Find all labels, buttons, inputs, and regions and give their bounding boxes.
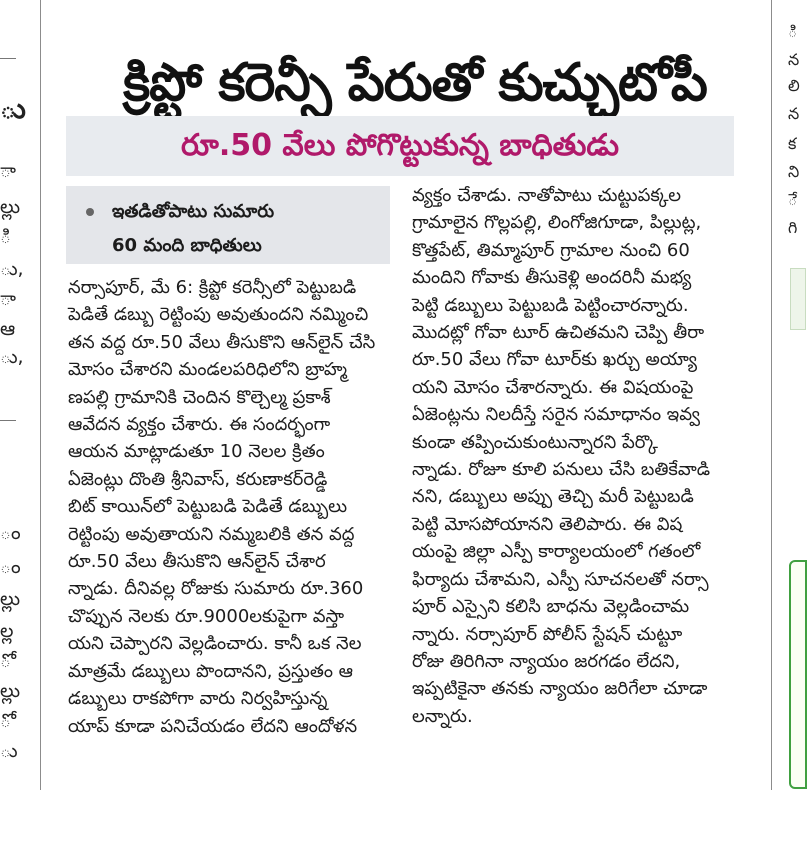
article-line: పెడితే డబ్బు రెట్టింపు అవుతుందని నమ్మించి — [68, 304, 369, 326]
article-line: పెట్టి డబ్బులు పెట్టుబడి పెట్టించారన్నారు. — [412, 294, 689, 316]
fragment-text: ం — [0, 556, 21, 578]
article-line: ఏజెంట్లు దొంతి శ్రీనివాస్, కరుణాకర్‌రెడ్డి — [68, 468, 328, 490]
fragment-text: గి — [788, 218, 798, 237]
fragment-text: ు — [0, 92, 26, 125]
column-rule-left — [40, 0, 41, 790]
article-line: ణపల్లి గ్రామానికి చెందిన కొల్చెల్మ ప్రకాశ్ — [68, 386, 331, 408]
column-rule-right — [771, 0, 772, 790]
advertisement-fragment — [790, 268, 806, 330]
article-line: కొత్తపేట్, తిమ్మాపూర్ గ్రామాల నుంచి 60 — [412, 239, 690, 261]
article-line: యాప్ కూడా పనిచేయడం లేదని ఆందోళన — [68, 715, 358, 737]
right-neighbor-column — [786, 0, 800, 790]
article-line: రూ.50 వేలు తీసుకొని ఆన్‌లైన్ చేశార — [68, 551, 326, 573]
fragment-text: ల్లు — [0, 588, 21, 610]
column-divider — [0, 420, 16, 421]
article-line: పెట్టి మోసపోయానని తెలిపారు. ఈ విష — [412, 513, 683, 535]
fragment-text: ు, — [0, 258, 24, 280]
article-line: పూర్ ఎస్సైని కలిసి బాధను వెల్లడించామ — [412, 596, 690, 618]
fragment-text: ల్ల — [0, 620, 14, 642]
fragment-text: ో — [0, 650, 11, 672]
fragment-text: న — [788, 50, 800, 69]
fragment-text: ా — [0, 288, 16, 310]
fragment-text: క — [788, 134, 797, 153]
article-line: యంపై జిల్లా ఎస్పీ కార్యాలయంలో గతంలో — [412, 541, 701, 563]
fragment-text: లి — [788, 76, 800, 95]
article-line: ఏజెంట్లను నిలదీస్తే సరైన సమాధానం ఇవ్వ — [412, 404, 701, 426]
fragment-text: ం — [0, 522, 21, 544]
article-line: రోజు తిరిగినా న్యాయం జరగడం లేదని, — [412, 650, 681, 672]
fragment-text: ే — [788, 190, 798, 209]
article-column-right — [412, 182, 742, 730]
article-line: ఇప్పటికైనా తనకు న్యాయం జరిగేలా చూడా — [412, 678, 708, 700]
article-line: రూ.50 వేలు గోవా టూర్‌కు ఖర్చు అయ్యా — [412, 349, 698, 371]
article-line: కుండా తప్పించుకుంటున్నారని పేర్కొ — [412, 431, 658, 453]
highlight-box — [66, 186, 390, 264]
article-line: నర్సాపూర్, మే 6: క్రిప్టో కరెన్సీలో పెట్టుబడి — [68, 277, 357, 298]
article-line: న్నాడు. రోజూ కూలి పనులు చేసి బతికేవాడి — [412, 459, 711, 481]
article-line: చొప్పున నెలకు రూ.9000లకుపైగా వస్తా — [68, 605, 345, 627]
bullet-icon — [86, 208, 94, 216]
fragment-text: ి — [0, 226, 11, 248]
subheadline: రూ.50 వేలు పోగొట్టుకున్న బాధితుడు — [181, 128, 619, 163]
fragment-text: ఆ — [0, 318, 16, 340]
article-column-left — [68, 274, 388, 740]
article-line: వ్యక్తం చేశాడు. నాతోపాటు చుట్టుపక్కల — [412, 185, 682, 206]
article-line: ఆయన మాట్లాడుతూ 10 నెలల క్రితం — [68, 441, 325, 463]
column-divider — [0, 58, 16, 59]
fragment-text: ల్లు — [0, 680, 21, 702]
article-line: నని, డబ్బులు అప్పు తెచ్చి మరీ పెట్టుబడి — [412, 486, 694, 508]
subheadline-box — [66, 116, 734, 176]
fragment-text: ో — [0, 710, 11, 732]
article-line: యని మోసం చేశారన్నారు. ఈ విషయంపై — [412, 376, 694, 398]
article-line: లన్నారు. — [412, 705, 473, 727]
fragment-text: ు, — [0, 346, 24, 368]
article-line: న్నాడు. దీనివల్ల రోజుకు సుమారు రూ.360 — [68, 578, 364, 600]
left-neighbor-column — [0, 0, 26, 790]
fragment-text: ి — [788, 22, 798, 41]
article-line: డబ్బులు రాకపోగా వారు నిర్వహిస్తున్న — [68, 688, 328, 710]
fragment-text: ని — [788, 162, 800, 181]
article-line: మాత్రమే డబ్బులు పొందానని, ప్రస్తుతం ఆ — [68, 660, 354, 682]
article-line: మొదట్లో గోవా టూర్ ఉచితమని చెప్పి తీరా — [412, 322, 705, 344]
article-line: న్నారు. నర్సాపూర్ పోలీస్ స్టేషన్ చుట్టూ — [412, 623, 683, 645]
article-line: ఆవేదన వ్యక్తం చేశారు. ఈ సందర్భంగా — [68, 414, 331, 436]
article-line: గ్రామాలైన గొల్లపల్లి, లింగోజిగూడా, పిల్లుట్ల, — [412, 212, 702, 234]
article-line: మందిని గోవాకు తీసుకెళ్లి అందరినీ మభ్య — [412, 267, 692, 289]
article-line: తన వద్ద రూ.50 వేలు తీసుకొని ఆన్‌లైన్ చేసి — [68, 331, 376, 353]
fragment-text: న — [788, 104, 800, 123]
fragment-text: ా — [0, 160, 16, 182]
fragment-text: ు — [0, 740, 18, 762]
fragment-text: ల్లు — [0, 196, 21, 218]
highlight-line-1: ఇతడితోపాటు సుమారు — [112, 201, 275, 222]
headline: క్రిప్టో కరెన్సీ పేరుతో కుచ్చుటోపీ — [123, 52, 707, 113]
highlight-line-2: 60 మంది బాధితులు — [112, 235, 262, 256]
advertisement-fragment — [789, 560, 807, 789]
article-line: మోసం చేశారని మండలపరిధిలోని బ్రాహ్మ — [68, 359, 348, 381]
article-line: ఫిర్యాదు చేశామని, ఎస్పీ సూచనలతో నర్సా — [412, 568, 709, 590]
article-line: యని చెప్పారని వెల్లడించారు. కానీ ఒక నెల — [68, 633, 362, 655]
article-line: బిట్ కాయిన్‌లో పెట్టుబడి పెడితే డబ్బులు — [68, 496, 348, 518]
article-line: రెట్టింపు అవుతాయని నమ్మబలికి తన వద్ద — [68, 523, 355, 545]
